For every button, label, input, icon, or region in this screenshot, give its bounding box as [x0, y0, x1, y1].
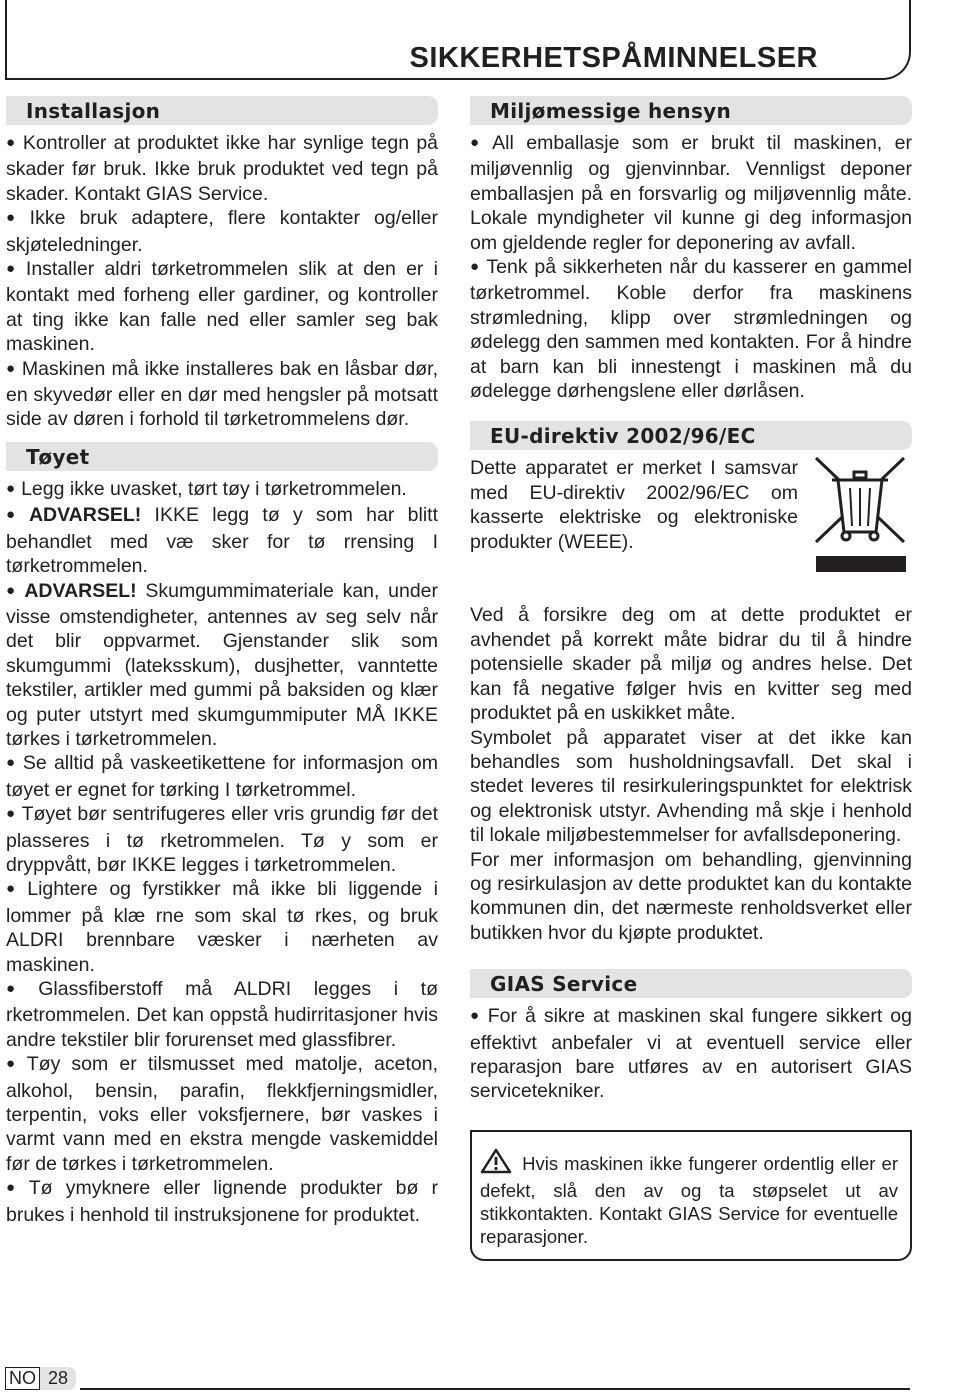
page-footer: [5, 1367, 76, 1390]
installation-item: ● Kontroller at produktet ikke har synlige tegn på skader før bruk. Ikke bruk produktet ved tegn på skader. Kontakt GIAS Service.: [6, 131, 438, 206]
warning-label: ADVARSEL!: [24, 579, 137, 602]
directive-heading: EU-direktiv 2002/96/EC: [470, 421, 912, 450]
environment-heading: Miljømessige hensyn: [470, 96, 912, 125]
service-warning: [480, 1148, 898, 1249]
laundry-item: ● Glassfiberstoff må ALDRI legges i tø rketrommelen. Det kan oppstå hudirritasjoner hvis andre tekstiler blir forurenset med glassfibrer.: [6, 977, 438, 1052]
laundry-item: ● Lightere og fyrstikker må ikke bli liggende i lommer på klæ rne som skal tø rkes, og bruk ALDRI brennbare væsker i nærheten av maskinen.: [6, 877, 438, 977]
left-column: [6, 96, 438, 1227]
warning-triangle-icon: [480, 1148, 512, 1179]
service-heading: GIAS Service: [470, 969, 912, 998]
laundry-item: ● Tøy som er tilsmusset med matolje, aceton, alkohol, bensin, parafin, flekkfjerningsmidler, terpentin, voks eller voksfjernere, bør vaskes i varmt vann med en ekstra mengde vaskemiddel før de tørkes i tørketrommelen.: [6, 1052, 438, 1176]
service-item: ● For å sikre at maskinen skal fungere sikkert og effektivt anbefaler vi at eventuell service eller reparasjon bare utføres av en autorisert GIAS servicetekniker.: [470, 1004, 912, 1104]
laundry-item: ● Se alltid på vaskeetikettene for informasjon om tøyet er egnet for tørking I tørketrommel.: [6, 751, 438, 802]
directive-paragraph: For mer informasjon om behandling, gjenvinning og resirkulasjon av dette produktet kan du kontakte kommunen din, det nærmeste renholdsverket eller butikken hvor du kjøpte produktet.: [470, 848, 912, 944]
installation-item: ● Maskinen må ikke installeres bak en låsbar dør, en skyvedør eller en dør med hengsler på motsatt side av døren i forhold til tørketrommelens dør.: [6, 357, 438, 432]
laundry-item: ● Tø ymyknere eller lignende produkter bø r brukes i henhold til instruksjonene for produktet.: [6, 1176, 438, 1227]
service-warning-text: Hvis maskinen ikke fungerer ordentlig eller er defekt, slå den av og ta støpselet ut av stikkontakten. Kontakt GIAS Service for eventuelle reparasjoner.: [480, 1152, 899, 1248]
laundry-heading: Tøyet: [6, 442, 438, 471]
weee-block: [470, 456, 912, 585]
directive-paragraph: Ved å forsikre deg om at dette produktet er avhendet på korrekt måte bidrar du til å hindre potensielle skader på miljø og andres helse. Det kan få negative følger hvis en kvitter seg med produktet på en uskikket måte.: [470, 604, 912, 725]
footer-divider: [80, 1388, 910, 1390]
laundry-warning-text: IKKE legg tø y som har blitt behandlet med væ sker for tø rrensing I tørketrommelen.: [6, 504, 438, 578]
laundry-warning-text: Skumgummimateriale kan, under visse omstendigheter, antennes av seg selv når det blir oppvarmet. Gjenstander slik som skumgummi (lateksskum), dusjhetter, vanntette tekstiler, artikler med gummi på baksiden og klær og puter utstyrt med skumgummiputer MÅ IKKE tørkes i tørketrommelen.: [6, 579, 439, 750]
directive-intro: Dette apparatet er merket I samsvar med EU-direktiv 2002/96/EC om kasserte elektriske og elektroniske produkter (WEEE).: [470, 457, 798, 553]
laundry-item: ● Legg ikke uvasket, tørt tøy i tørketrommelen.: [6, 477, 438, 503]
laundry-item: ● Tøyet bør sentrifugeres eller vris grundig før det plasseres i tø rketrommelen. Tø y som er dryppvått, bør IKKE legges i tørketrommelen.: [6, 802, 438, 877]
installation-heading: Installasjon: [6, 96, 438, 125]
environment-item: ● All emballasje som er brukt til maskinen, er miljøvennlig og gjenvinnbar. Vennligst deponer emballasjen på en forsvarlig og miljøvennlig måte. Lokale myndigheter vil kunne gi deg informasjon om gjeldende regler for deponering av avfall.: [470, 131, 912, 255]
page-number: 28: [40, 1367, 76, 1390]
crossed-out-wheelie-bin-icon: [810, 456, 912, 585]
service-warning-box: [470, 1130, 912, 1261]
language-badge: NO: [5, 1367, 40, 1390]
environment-item: ● Tenk på sikkerheten når du kasserer en gammel tørketrommel. Koble derfor fra maskinens strømledning, klipp over strømledningen og ødelegg den sammen med kontakten. For å hindre at barn kan bli innestengt i maskinen må du ødelegge dørhengslene eller dørlåsen.: [470, 255, 912, 403]
directive-paragraph: Symbolet på apparatet viser at det ikke kan behandles som husholdningsavfall. Det skal i stedet leveres til resirkuleringspunktet for elektrisk og elektronisk utstyr. Avhending må skje i henhold til lokale miljøbestemmelser for avfallsdeponering.: [470, 726, 912, 847]
right-column: [470, 96, 912, 1261]
laundry-warning-item: [6, 579, 438, 752]
installation-item: ● Installer aldri tørketrommelen slik at den er i kontakt med forheng eller gardiner, og kontroller at ting ikke kan falle ned eller samler seg bak maskinen.: [6, 257, 438, 357]
laundry-warning-item: [6, 503, 438, 578]
installation-item: ● Ikke bruk adaptere, flere kontakter og/eller skjøteledninger.: [6, 206, 438, 257]
warning-label: ADVARSEL!: [28, 504, 142, 527]
page-title: SIKKERHETSPÅMINNELSER: [409, 42, 818, 74]
